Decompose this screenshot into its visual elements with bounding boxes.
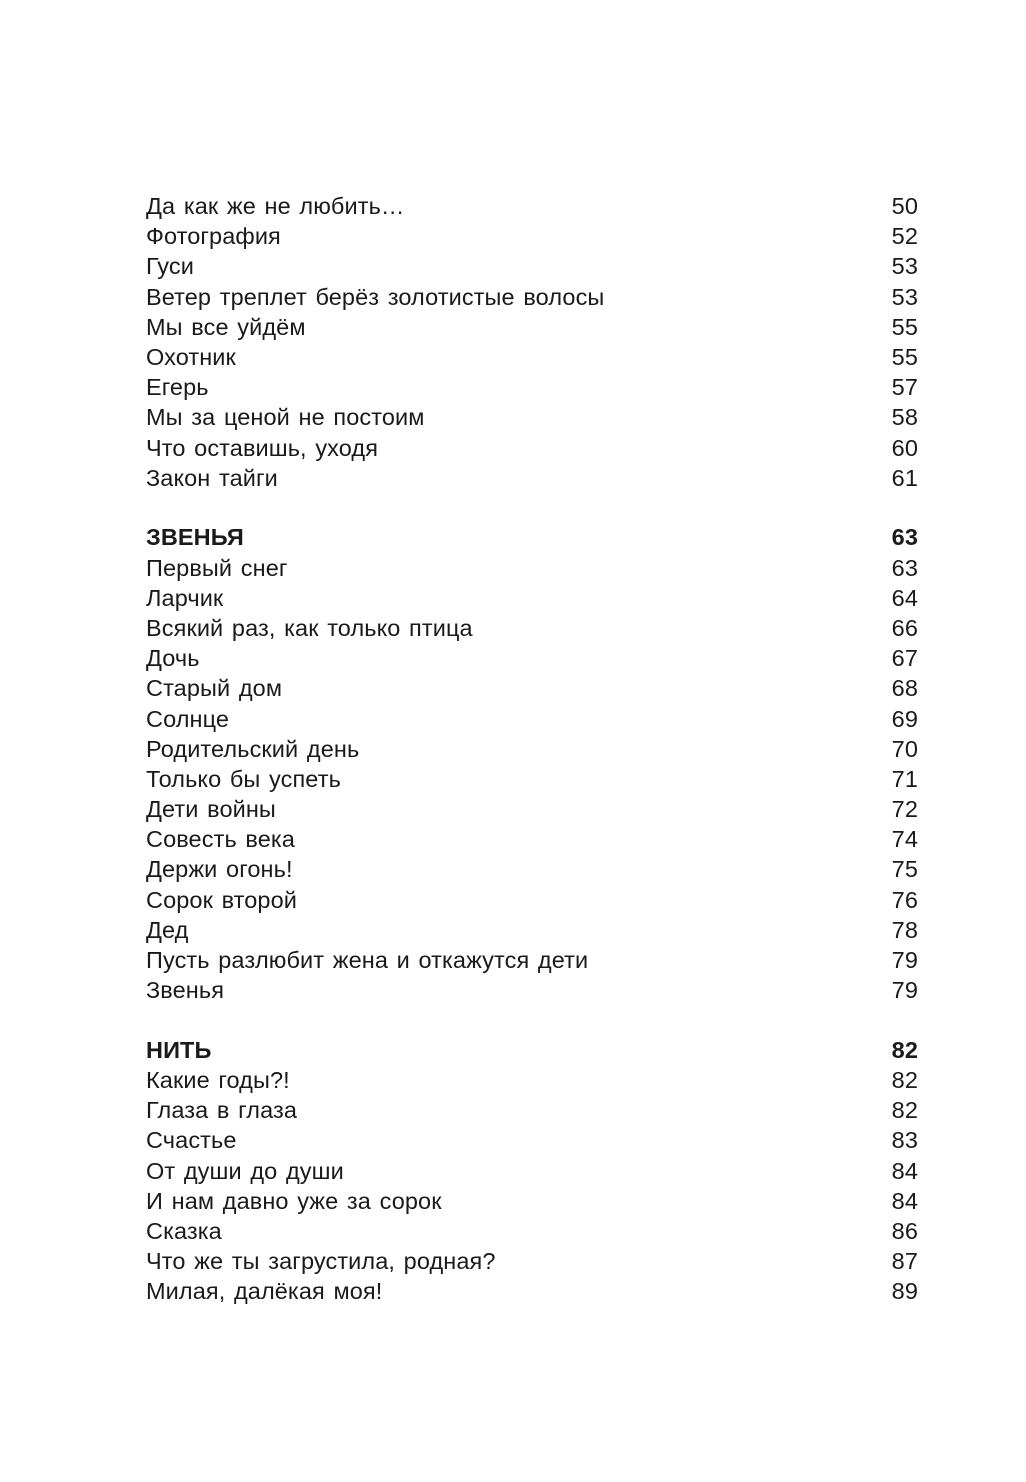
toc-entry-title: Какие годы?! bbox=[146, 1067, 290, 1094]
toc-entry-page: 57 bbox=[891, 374, 918, 401]
toc-entry-page: 71 bbox=[891, 765, 918, 792]
toc-entry-page: 83 bbox=[891, 1127, 918, 1154]
toc-entry-title: Ларчик bbox=[146, 584, 224, 611]
toc-entry-page: 76 bbox=[891, 886, 918, 913]
toc-entry bbox=[146, 191, 918, 221]
toc-entry-title: Что же ты загрустила, родная? bbox=[146, 1248, 496, 1275]
toc-entry bbox=[146, 1125, 918, 1155]
toc-entry-title: Только бы успеть bbox=[146, 765, 341, 792]
toc-entry-page: 61 bbox=[891, 464, 918, 491]
toc-entry bbox=[146, 915, 918, 945]
toc-entry-page: 75 bbox=[891, 856, 918, 883]
toc-entry bbox=[146, 1095, 918, 1125]
toc-entry bbox=[146, 734, 918, 764]
toc-entry bbox=[146, 945, 918, 975]
toc-entry-page: 87 bbox=[891, 1248, 918, 1275]
toc-section-page: 63 bbox=[891, 524, 918, 551]
toc-entry-title: Милая, далёкая моя! bbox=[146, 1278, 383, 1305]
toc-entry-page: 79 bbox=[891, 947, 918, 973]
toc-entry-title: Охотник bbox=[146, 343, 236, 370]
toc-entry-title: Первый снег bbox=[146, 554, 288, 581]
toc-entry-page: 52 bbox=[891, 223, 918, 250]
toc-entry-page: 70 bbox=[891, 735, 918, 762]
toc-entry bbox=[146, 1186, 918, 1216]
toc-entry bbox=[146, 342, 918, 372]
toc-entry-title: Закон тайги bbox=[146, 464, 278, 491]
toc-entry-title: Всякий раз, как только птица bbox=[146, 614, 473, 641]
toc-entry bbox=[146, 1246, 918, 1276]
toc-entry-page: 82 bbox=[891, 1097, 918, 1124]
toc-entry-title: Счастье bbox=[146, 1127, 237, 1154]
toc-section-nit bbox=[146, 1035, 918, 1307]
toc-entry-title: Егерь bbox=[146, 374, 209, 401]
toc-section-zvenya bbox=[146, 522, 918, 1005]
toc-entry-title: Солнце bbox=[146, 705, 230, 732]
toc-entry bbox=[146, 643, 918, 673]
table-of-contents bbox=[146, 191, 918, 1307]
toc-entry bbox=[146, 794, 918, 824]
toc-entry-page: 53 bbox=[891, 253, 918, 280]
toc-entry bbox=[146, 1216, 918, 1246]
toc-entry-title: Что оставишь, уходя bbox=[146, 434, 379, 461]
toc-entry-title: Мы за ценой не постоим bbox=[146, 404, 425, 431]
toc-entry-page: 72 bbox=[891, 796, 918, 823]
toc-entry bbox=[146, 583, 918, 613]
toc-entry bbox=[146, 854, 918, 884]
toc-entry bbox=[146, 1065, 918, 1095]
toc-entry bbox=[146, 221, 918, 251]
toc-entry-title: Глаза в глаза bbox=[146, 1097, 298, 1124]
toc-entry-page: 84 bbox=[891, 1157, 918, 1184]
toc-entry-title: Гуси bbox=[146, 253, 194, 280]
toc-entry bbox=[146, 553, 918, 583]
toc-section-heading bbox=[146, 522, 918, 552]
toc-entry-title: Ветер треплет берёз золотистые волосы bbox=[146, 283, 605, 310]
toc-entry-page: 68 bbox=[891, 675, 918, 702]
toc-section-page: 82 bbox=[891, 1036, 918, 1063]
toc-entry-title: Совесть века bbox=[146, 826, 295, 853]
toc-entry bbox=[146, 975, 918, 1005]
toc-entry-page: 55 bbox=[891, 343, 918, 370]
toc-entry-page: 60 bbox=[891, 434, 918, 461]
toc-entry-page: 66 bbox=[891, 614, 918, 641]
toc-entry-title: Да как же не любить… bbox=[146, 193, 405, 219]
toc-entry-title: От души до души bbox=[146, 1157, 344, 1184]
toc-entry-title: Мы все уйдём bbox=[146, 313, 306, 340]
toc-entry-page: 78 bbox=[891, 916, 918, 943]
toc-entry bbox=[146, 673, 918, 703]
toc-entry-title: Дети войны bbox=[146, 796, 276, 823]
toc-entry-page: 58 bbox=[891, 404, 918, 431]
toc-entry-page: 53 bbox=[891, 283, 918, 310]
toc-entry-page: 69 bbox=[891, 705, 918, 732]
toc-entry bbox=[146, 824, 918, 854]
toc-group bbox=[146, 191, 918, 493]
toc-section-title: НИТЬ bbox=[146, 1036, 212, 1063]
toc-entry-title: Старый дом bbox=[146, 675, 283, 702]
toc-section-title: ЗВЕНЬЯ bbox=[146, 524, 244, 551]
toc-entry-page: 89 bbox=[891, 1278, 918, 1305]
toc-entry bbox=[146, 704, 918, 734]
toc-entry-title: Дочь bbox=[146, 645, 200, 672]
toc-entry-title: Фотография bbox=[146, 223, 281, 250]
toc-entry-title: Держи огонь! bbox=[146, 856, 293, 883]
toc-entry-title: И нам давно уже за сорок bbox=[146, 1187, 442, 1214]
toc-entry-title: Родительский день bbox=[146, 735, 360, 762]
toc-entry bbox=[146, 613, 918, 643]
toc-entry bbox=[146, 282, 918, 312]
toc-entry bbox=[146, 402, 918, 432]
toc-entry-title: Сорок второй bbox=[146, 886, 297, 913]
toc-entry bbox=[146, 251, 918, 281]
toc-entry-page: 63 bbox=[891, 554, 918, 581]
toc-entry-page: 84 bbox=[891, 1187, 918, 1214]
toc-entry-title: Сказка bbox=[146, 1218, 222, 1244]
toc-entry bbox=[146, 463, 918, 493]
toc-entry-page: 64 bbox=[891, 584, 918, 611]
toc-entry bbox=[146, 312, 918, 342]
toc-entry-page: 79 bbox=[891, 977, 918, 1004]
toc-entry bbox=[146, 1156, 918, 1186]
toc-entry-title: Звенья bbox=[146, 977, 225, 1004]
toc-section-heading bbox=[146, 1035, 918, 1065]
toc-entry-page: 74 bbox=[891, 826, 918, 853]
toc-entry bbox=[146, 433, 918, 463]
toc-entry-page: 67 bbox=[891, 645, 918, 672]
toc-entry bbox=[146, 1276, 918, 1306]
toc-entry-page: 82 bbox=[891, 1067, 918, 1094]
toc-entry-page: 86 bbox=[891, 1218, 918, 1244]
toc-entry-title: Пусть разлюбит жена и откажутся дети bbox=[146, 947, 589, 973]
toc-entry-page: 55 bbox=[891, 313, 918, 340]
toc-entry-title: Дед bbox=[146, 916, 189, 943]
toc-entry-page: 50 bbox=[891, 193, 918, 219]
toc-entry bbox=[146, 764, 918, 794]
toc-entry bbox=[146, 885, 918, 915]
toc-entry bbox=[146, 372, 918, 402]
